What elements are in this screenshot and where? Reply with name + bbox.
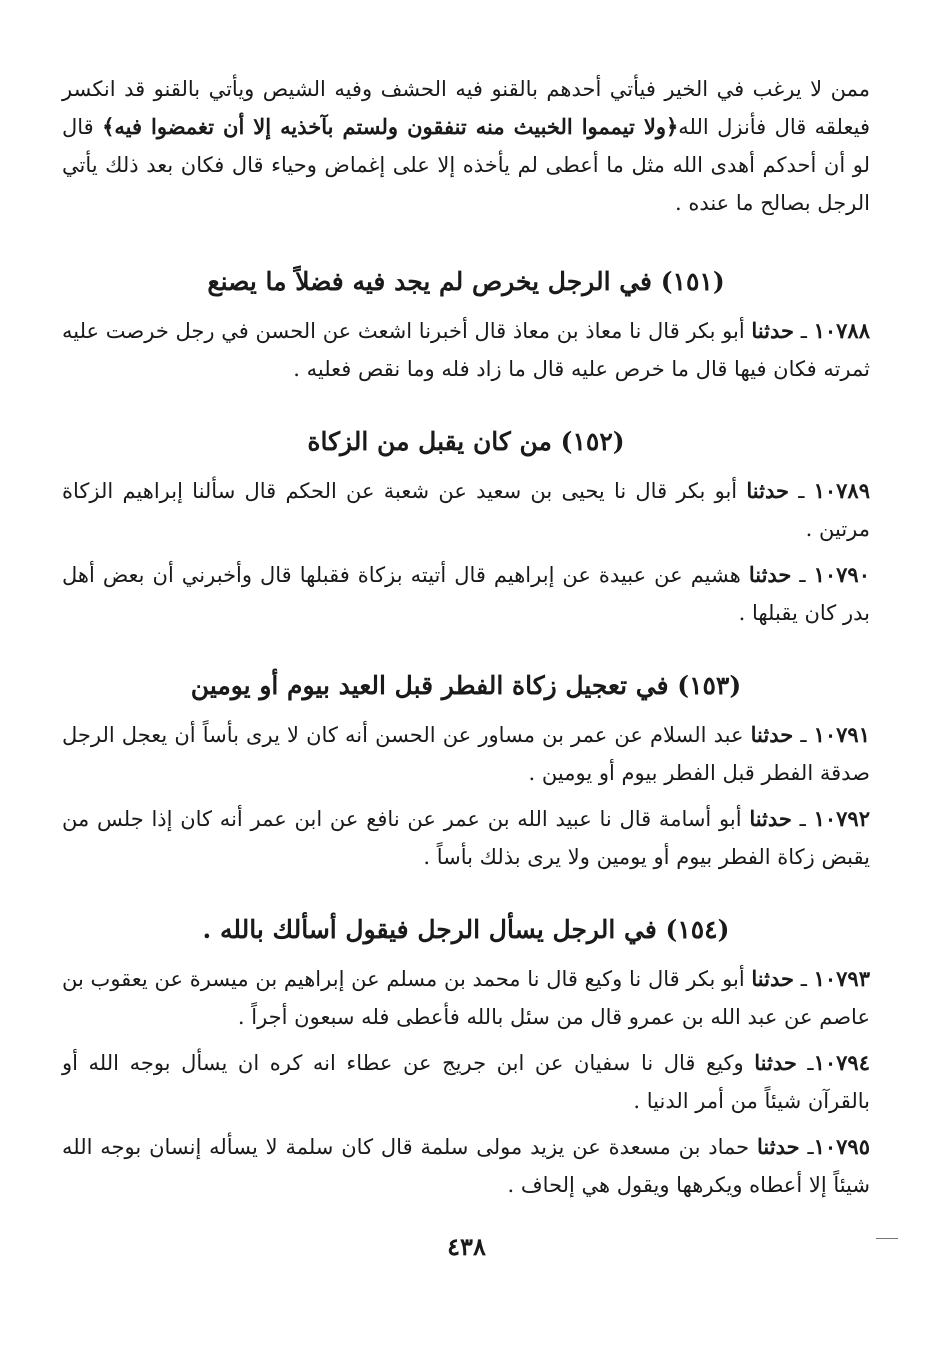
hadith-paragraph: ١٠٧٩٣ ـ حدثنا أبو بكر قال نا وكيع قال نا محمد بن مسلم عن إبراهيم بن ميسرة عن يعقوب بن عاصم عن عبد الله بن عمرو قال من سئل بالله فأعطى فله سبعون أجراً .	[62, 966, 870, 1029]
intro-paragraph	[62, 70, 870, 222]
hadith-paragraph: ١٠٧٩٥ـ حدثنا حماد بن مسعدة عن يزيد مولى سلمة قال كان سلمة لا يسأله إنسان بوجه الله شيئاً إلا أعطاه ويكرهها ويقول هي إلحاف .	[62, 1134, 870, 1197]
hadith-number: ١٠٧٩٥	[813, 1134, 870, 1159]
chapter-section	[62, 910, 870, 1204]
chapter-heading: (١٥٣) في تعجيل زكاة الفطر قبل العيد بيوم أو يومين	[190, 671, 742, 700]
hadith-text: أبو بكر قال نا يحيى بن سعيد عن شعبة عن الحكم قال سألنا إبراهيم الزكاة مرتين .	[62, 479, 870, 541]
hadith-text: أبو أسامة قال نا عبيد الله بن عمر عن نافع عن ابن عمر أنه كان إذا جلس من يقبض زكاة الفطر بيوم أو يومين ولا يرى بذلك بأساً .	[62, 807, 870, 869]
narration-lead: حدثنا	[754, 1050, 797, 1075]
hadith-number: ١٠٧٨٩	[813, 478, 870, 503]
book-page	[62, 70, 870, 1238]
page-number: ٤٣٨	[447, 1232, 486, 1261]
hadith-paragraph: ١٠٧٩٢ ـ حدثنا أبو أسامة قال نا عبيد الله بن عمر عن نافع عن ابن عمر أنه كان إذا جلس من يقبض زكاة الفطر بيوم أو يومين ولا يرى بذلك بأساً .	[62, 806, 870, 869]
hadith-text: حماد بن مسعدة عن يزيد مولى سلمة قال كان سلمة لا يسأله إنسان بوجه الله شيئاً إلا أعطاه ويكرهها ويقول هي إلحاف .	[62, 1135, 870, 1197]
chapter-section	[62, 422, 870, 632]
hadith-text: عبد السلام عن عمر بن مساور عن الحسن أنه كان لا يرى بأساً أن يعجل الرجل صدقة الفطر قبل الفطر بيوم أو يومين .	[62, 723, 870, 785]
hadith-paragraph: ١٠٧٩١ ـ حدثنا عبد السلام عن عمر بن مساور عن الحسن أنه كان لا يرى بأساً أن يعجل الرجل صدقة الفطر قبل الفطر بيوم أو يومين .	[62, 722, 870, 785]
hadith-text: وكيع قال نا سفيان عن ابن جريج عن عطاء انه كره ان يسأل بوجه الله أو بالقرآن شيئاً من أمر الدنيا .	[62, 1051, 870, 1113]
narration-lead: حدثنا	[748, 562, 792, 587]
narration-lead: حدثنا	[750, 722, 794, 747]
intro-text-part2: قال لو أن أحدكم أهدى الله مثل ما أعطى لم يأخذه إلا على إغماض وحياء قال فكان بعد ذلك يأتي الرجل بصالح ما عنده .	[62, 115, 870, 215]
chapter-heading: (١٥٢) من كان يقبل من الزكاة	[307, 427, 625, 456]
hadith-number: ١٠٧٩٠	[813, 562, 870, 587]
quran-quote: ﴿ولا تيمموا الخبيث منه تنفقون ولستم بآخذيه إلا أن تغمضوا فيه﴾	[102, 114, 679, 139]
hadith-paragraph: ١٠٧٨٨ ـ حدثنا أبو بكر قال نا معاذ بن معاذ قال أخبرنا اشعث عن الحسن في رجل خرصت عليه ثمرته فكان فيها قال ما خرص عليه قال ما زاد فله وما نقص فعليه .	[62, 318, 870, 381]
narration-lead: حدثنا	[749, 806, 792, 831]
chapter-section	[62, 666, 870, 876]
hadith-text: أبو بكر قال نا معاذ بن معاذ قال أخبرنا اشعث عن الحسن في رجل خرصت عليه ثمرته فكان فيها قال ما خرص عليه قال ما زاد فله وما نقص فعليه .	[62, 319, 870, 381]
chapter-section	[62, 262, 870, 388]
hadith-number: ١٠٧٩٢	[813, 806, 870, 831]
hadith-number: ١٠٧٩٣	[813, 966, 870, 991]
hadith-paragraph: ١٠٧٩٤ـ حدثنا وكيع قال نا سفيان عن ابن جريج عن عطاء انه كره ان يسأل بوجه الله أو بالقرآن شيئاً من أمر الدنيا .	[62, 1050, 870, 1113]
hadith-paragraph: ١٠٧٩٠ ـ حدثنا هشيم عن عبيدة عن إبراهيم قال أتيته بزكاة فقبلها قال وأخبرني أن بعض أهل بدر كان يقبلها .	[62, 562, 870, 625]
hadith-text: أبو بكر قال نا وكيع قال نا محمد بن مسلم عن إبراهيم بن ميسرة عن يعقوب بن عاصم عن عبد الله بن عمرو قال من سئل بالله فأعطى فله سبعون أجراً .	[62, 967, 870, 1029]
narration-lead: حدثنا	[757, 1134, 800, 1159]
narration-lead: حدثنا	[746, 478, 789, 503]
chapter-heading: (١٥١) في الرجل يخرص لم يجد فيه فضلاً ما يصنع	[207, 267, 725, 296]
narration-lead: حدثنا	[751, 966, 794, 991]
hadith-text: هشيم عن عبيدة عن إبراهيم قال أتيته بزكاة فقبلها قال وأخبرني أن بعض أهل بدر كان يقبلها .	[62, 563, 870, 625]
chapter-heading: (١٥٤) في الرجل يسأل الرجل فيقول أسألك بالله .	[202, 915, 730, 944]
narration-lead: حدثنا	[751, 318, 795, 343]
hadith-number: ١٠٧٩٤	[813, 1050, 870, 1075]
hadith-number: ١٠٧٩١	[813, 722, 870, 747]
hadith-paragraph: ١٠٧٨٩ ـ حدثنا أبو بكر قال نا يحيى بن سعيد عن شعبة عن الحكم قال سألنا إبراهيم الزكاة مرتين .	[62, 478, 870, 541]
hadith-number: ١٠٧٨٨	[813, 318, 870, 343]
intro-text-part1: ممن لا يرغب في الخير فيأتي أحدهم بالقنو فيه الحشف وفيه الشيص ويأتي بالقنو قد انكسر فيعلقه قال فأنزل الله	[62, 77, 870, 139]
